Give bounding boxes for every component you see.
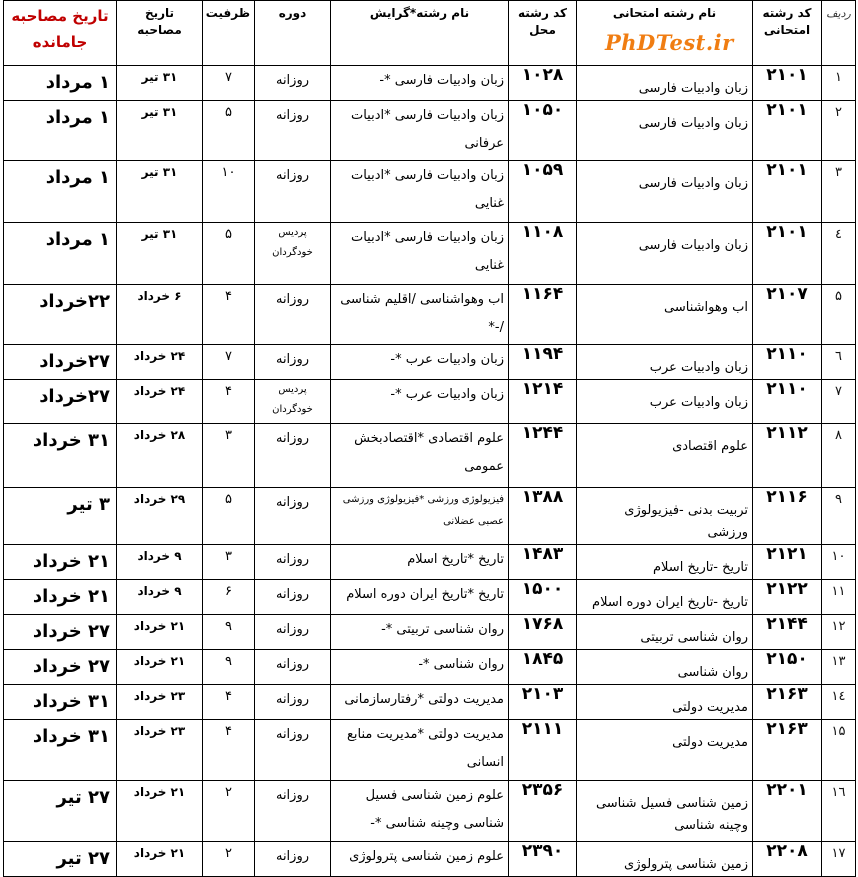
capacity-cell: ۴	[203, 720, 255, 781]
capacity-cell: ۲	[203, 781, 255, 842]
period-cell: روزانه	[255, 615, 331, 650]
field-name-cell: فیزیولوژی ورزشی *فیزیولوژی ورزشی عصبی عضلانی	[331, 488, 509, 545]
table-row	[4, 424, 856, 488]
final-date-cell: ۲۱ خرداد	[4, 545, 117, 580]
exam-code-cell: ۲۱۱۲	[753, 424, 822, 488]
exam-name-cell: زبان وادبیات فارسی	[577, 101, 753, 161]
header-row-number: ردیف	[822, 1, 856, 66]
header-capacity: ظرفیت	[203, 1, 255, 66]
capacity-cell: ۷	[203, 66, 255, 101]
final-date-cell: ۲۷ خرداد	[4, 615, 117, 650]
exam-name-cell: زبان وادبیات عرب	[577, 380, 753, 424]
table-row	[4, 842, 856, 877]
exam-code-cell: ۲۱۵۰	[753, 650, 822, 685]
interview-date-cell: ۲۴ خرداد	[117, 380, 203, 424]
capacity-cell: ۵	[203, 101, 255, 161]
field-name-cell: علوم زمین شناسی پترولوژی	[331, 842, 509, 877]
final-date-cell: ۲۷خرداد	[4, 345, 117, 380]
field-name-cell: مدیریت دولتی *مدیریت منابع انسانی	[331, 720, 509, 781]
final-date-cell: ۲۱ خرداد	[4, 580, 117, 615]
table-row	[4, 101, 856, 161]
place-code-cell: ۲۳۹۰	[509, 842, 577, 877]
field-name-cell: روان شناسی تربیتی *-	[331, 615, 509, 650]
exam-name-cell: روان شناسی	[577, 650, 753, 685]
field-name-cell: زبان وادبیات عرب *-	[331, 345, 509, 380]
table-row	[4, 285, 856, 345]
field-name-cell: زبان وادبیات فارسی *ادبیات غنایی	[331, 223, 509, 285]
period-cell: روزانه	[255, 545, 331, 580]
row-number-cell: ۵	[822, 285, 856, 345]
final-date-cell: ۳۱ خرداد	[4, 685, 117, 720]
interview-date-cell: ۳۱ تیر	[117, 66, 203, 101]
final-date-cell: ۳ تیر	[4, 488, 117, 545]
exam-code-cell: ۲۱۶۳	[753, 720, 822, 781]
row-number-cell: ۱۰	[822, 545, 856, 580]
row-number-cell: ٤	[822, 223, 856, 285]
capacity-cell: ۲	[203, 842, 255, 877]
field-name-cell: مدیریت دولتی *رفتارسازمانی	[331, 685, 509, 720]
place-code-cell: ۱۲۴۴	[509, 424, 577, 488]
final-date-cell: ۲۷ خرداد	[4, 650, 117, 685]
interview-date-cell: ۲۴ خرداد	[117, 345, 203, 380]
header-exam-code: کد رشته امتحانی	[753, 1, 822, 66]
row-number-cell: ۱۳	[822, 650, 856, 685]
final-date-cell: ۳۱ خرداد	[4, 720, 117, 781]
place-code-cell: ۱۰۵۹	[509, 161, 577, 223]
watermark-logo: PhDTest.ir	[605, 30, 734, 55]
interview-date-cell: ۲۳ خرداد	[117, 685, 203, 720]
final-date-cell: ۱ مرداد	[4, 161, 117, 223]
interview-date-cell: ۳۱ تیر	[117, 161, 203, 223]
table-row	[4, 650, 856, 685]
final-date-cell: ۱ مرداد	[4, 66, 117, 101]
period-cell: روزانه	[255, 720, 331, 781]
final-date-cell: ۲۷ تیر	[4, 781, 117, 842]
row-number-cell: ۱۲	[822, 615, 856, 650]
exam-name-cell: مدیریت دولتی	[577, 720, 753, 781]
row-number-cell: ۸	[822, 424, 856, 488]
final-date-cell: ۲۲خرداد	[4, 285, 117, 345]
place-code-cell: ۱۸۴۵	[509, 650, 577, 685]
table-row	[4, 161, 856, 223]
final-date-cell: ۲۷ تیر	[4, 842, 117, 877]
row-number-cell: ۱۵	[822, 720, 856, 781]
period-cell: روزانه	[255, 650, 331, 685]
interview-date-cell: ۲۱ خرداد	[117, 615, 203, 650]
period-cell: روزانه	[255, 161, 331, 223]
interview-date-cell: ۲۱ خرداد	[117, 650, 203, 685]
exam-name-cell: علوم اقتصادی	[577, 424, 753, 488]
header-field-name: نام رشته*گرایش	[331, 1, 509, 66]
row-number-cell: ۷	[822, 380, 856, 424]
field-name-cell: زبان وادبیات فارسی *ادبیات عرفانی	[331, 101, 509, 161]
table-row	[4, 720, 856, 781]
row-number-cell: ۲	[822, 101, 856, 161]
interview-date-cell: ۲۱ خرداد	[117, 842, 203, 877]
period-cell: روزانه	[255, 842, 331, 877]
interview-date-cell: ۲۳ خرداد	[117, 720, 203, 781]
exam-code-cell: ۲۲۰۱	[753, 781, 822, 842]
place-code-cell: ۱۱۹۴	[509, 345, 577, 380]
exam-code-cell: ۲۱۱۰	[753, 380, 822, 424]
row-number-cell: ١٦	[822, 781, 856, 842]
table-row	[4, 615, 856, 650]
exam-code-cell: ۲۱۲۲	[753, 580, 822, 615]
final-date-cell: ۳۱ خرداد	[4, 424, 117, 488]
capacity-cell: ۵	[203, 223, 255, 285]
place-code-cell: ۱۲۱۴	[509, 380, 577, 424]
period-cell: روزانه	[255, 424, 331, 488]
period-cell: روزانه	[255, 685, 331, 720]
table-row	[4, 488, 856, 545]
interview-date-cell: ۲۸ خرداد	[117, 424, 203, 488]
field-name-cell: زبان وادبیات فارسی *-	[331, 66, 509, 101]
table-row	[4, 545, 856, 580]
period-cell: پردیس خودگردان	[255, 223, 331, 285]
exam-name-cell: تاریخ -تاریخ اسلام	[577, 545, 753, 580]
interview-date-cell: ۹ خرداد	[117, 545, 203, 580]
capacity-cell: ۹	[203, 650, 255, 685]
place-code-cell: ۱۷۶۸	[509, 615, 577, 650]
final-date-cell: ۱ مرداد	[4, 223, 117, 285]
exam-name-cell: تربیت بدنی -فیزیولوژی ورزشی	[577, 488, 753, 545]
table-row	[4, 380, 856, 424]
place-code-cell: ۲۱۱۱	[509, 720, 577, 781]
interview-date-cell: ۲۹ خرداد	[117, 488, 203, 545]
exam-code-cell: ۲۱۰۷	[753, 285, 822, 345]
exam-name-cell: زبان وادبیات فارسی	[577, 223, 753, 285]
period-cell: روزانه	[255, 345, 331, 380]
place-code-cell: ۱۰۵۰	[509, 101, 577, 161]
interview-date-cell: ۶ خرداد	[117, 285, 203, 345]
place-code-cell: ۱۴۸۳	[509, 545, 577, 580]
header-interview-date: تاریخ مصاحبه	[117, 1, 203, 66]
interview-date-cell: ۳۱ تیر	[117, 223, 203, 285]
exam-code-cell: ۲۲۰۸	[753, 842, 822, 877]
field-name-cell: تاریخ *تاریخ ایران دوره اسلام	[331, 580, 509, 615]
exam-name-cell: زبان وادبیات عرب	[577, 345, 753, 380]
place-code-cell: ۱۱۰۸	[509, 223, 577, 285]
interview-schedule-table	[3, 0, 856, 877]
capacity-cell: ۷	[203, 345, 255, 380]
place-code-cell: ۱۳۸۸	[509, 488, 577, 545]
field-name-cell: علوم اقتصادی *اقتصادبخش عمومی	[331, 424, 509, 488]
place-code-cell: ۱۱۶۴	[509, 285, 577, 345]
row-number-cell: ٦	[822, 345, 856, 380]
exam-name-cell: تاریخ -تاریخ ایران دوره اسلام	[577, 580, 753, 615]
period-cell: روزانه	[255, 66, 331, 101]
exam-code-cell: ۲۱۱۶	[753, 488, 822, 545]
period-cell: روزانه	[255, 580, 331, 615]
capacity-cell: ۳	[203, 424, 255, 488]
row-number-cell: ۱۱	[822, 580, 856, 615]
exam-name-cell: مدیریت دولتی	[577, 685, 753, 720]
exam-name-cell: زمین شناسی فسیل شناسی وچینه شناسی	[577, 781, 753, 842]
period-cell: روزانه	[255, 488, 331, 545]
field-name-cell: علوم زمین شناسی فسیل شناسی وچینه شناسی *-	[331, 781, 509, 842]
capacity-cell: ۵	[203, 488, 255, 545]
field-name-cell: زبان وادبیات عرب *-	[331, 380, 509, 424]
exam-name-cell: زبان وادبیات فارسی	[577, 66, 753, 101]
field-name-cell: اب وهواشناسی /اقلیم شناسی /-*	[331, 285, 509, 345]
exam-code-cell: ۲۱۰۱	[753, 223, 822, 285]
capacity-cell: ۶	[203, 580, 255, 615]
header-final-date: تاریخ مصاحبه جامانده	[4, 1, 117, 66]
interview-date-cell: ۹ خرداد	[117, 580, 203, 615]
table-row	[4, 345, 856, 380]
table-row	[4, 66, 856, 101]
row-number-cell: ۱۷	[822, 842, 856, 877]
header-exam-name: نام رشته امتحانی	[577, 1, 753, 66]
capacity-cell: ۱۰	[203, 161, 255, 223]
capacity-cell: ۴	[203, 380, 255, 424]
period-cell: روزانه	[255, 781, 331, 842]
interview-date-cell: ۳۱ تیر	[117, 101, 203, 161]
header-place-code: کد رشته محل	[509, 1, 577, 66]
final-date-cell: ۱ مرداد	[4, 101, 117, 161]
field-name-cell: روان شناسی *-	[331, 650, 509, 685]
exam-code-cell: ۲۱۱۰	[753, 345, 822, 380]
table-row	[4, 781, 856, 842]
exam-name-cell: زمین شناسی پترولوژی	[577, 842, 753, 877]
header-period: دوره	[255, 1, 331, 66]
table-row	[4, 223, 856, 285]
period-cell: روزانه	[255, 101, 331, 161]
capacity-cell: ۹	[203, 615, 255, 650]
exam-name-cell: اب وهواشناسی	[577, 285, 753, 345]
table-row	[4, 580, 856, 615]
field-name-cell: زبان وادبیات فارسی *ادبیات غنایی	[331, 161, 509, 223]
period-cell: روزانه	[255, 285, 331, 345]
document-sheet	[3, 0, 855, 877]
capacity-cell: ۴	[203, 285, 255, 345]
capacity-cell: ۳	[203, 545, 255, 580]
interview-date-cell: ۲۱ خرداد	[117, 781, 203, 842]
row-number-cell: ۱	[822, 66, 856, 101]
table-row	[4, 685, 856, 720]
exam-code-cell: ۲۱۲۱	[753, 545, 822, 580]
exam-name-cell: زبان وادبیات فارسی	[577, 161, 753, 223]
row-number-cell: ۳	[822, 161, 856, 223]
capacity-cell: ۴	[203, 685, 255, 720]
exam-code-cell: ۲۱۰۱	[753, 101, 822, 161]
exam-code-cell: ۲۱۰۱	[753, 66, 822, 101]
exam-code-cell: ۲۱۶۳	[753, 685, 822, 720]
row-number-cell: ١٤	[822, 685, 856, 720]
place-code-cell: ۱۰۲۸	[509, 66, 577, 101]
place-code-cell: ۲۳۵۶	[509, 781, 577, 842]
exam-name-cell: روان شناسی تربیتی	[577, 615, 753, 650]
period-cell: پردیس خودگردان	[255, 380, 331, 424]
place-code-cell: ۱۵۰۰	[509, 580, 577, 615]
final-date-cell: ۲۷خرداد	[4, 380, 117, 424]
exam-code-cell: ۲۱۴۴	[753, 615, 822, 650]
row-number-cell: ۹	[822, 488, 856, 545]
field-name-cell: تاریخ *تاریخ اسلام	[331, 545, 509, 580]
exam-code-cell: ۲۱۰۱	[753, 161, 822, 223]
place-code-cell: ۲۱۰۳	[509, 685, 577, 720]
